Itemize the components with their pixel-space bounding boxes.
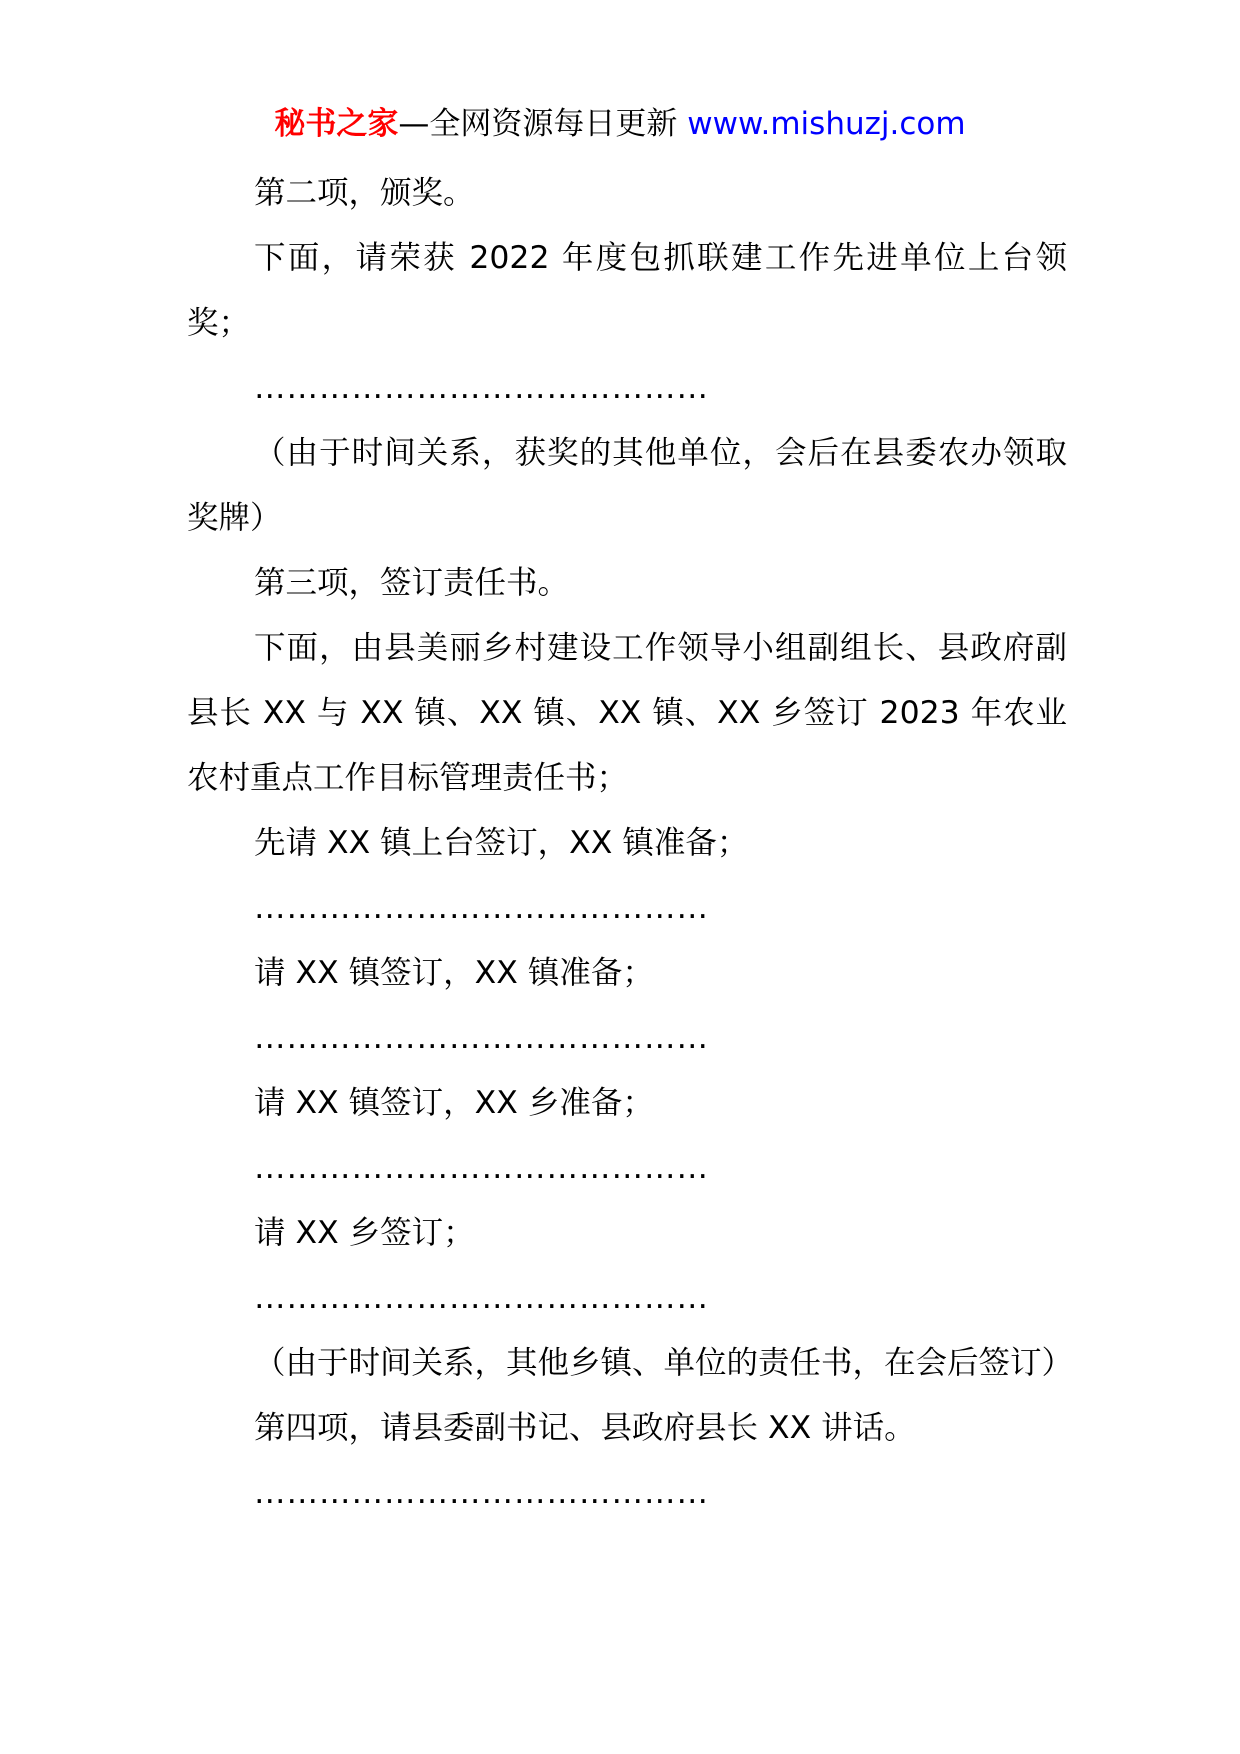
ellipsis-line: …………………………………… xyxy=(254,1280,709,1316)
ellipsis-line: …………………………………… xyxy=(254,1475,709,1511)
paragraph-signing-4: 请 XX 乡签订； xyxy=(254,1215,475,1251)
paragraph-item-4: 第四项，请县委副书记、县政府县长 XX 讲话。 xyxy=(254,1410,916,1446)
ellipsis-line: …………………………………… xyxy=(254,890,709,926)
paragraph-signing-3: 请 XX 镇签订，XX 乡准备； xyxy=(254,1085,654,1121)
ellipsis-line: …………………………………… xyxy=(254,1020,709,1056)
site-header xyxy=(0,102,1240,146)
paragraph-signing-note: （由于时间关系，其他乡镇、单位的责任书，在会后签订） xyxy=(254,1345,1074,1381)
paragraph-item-3: 第三项，签订责任书。 xyxy=(254,565,570,601)
document-body xyxy=(187,161,1074,1526)
header-tagline: —全网资源每日更新 xyxy=(398,106,678,142)
paragraph-signing-1: 先请 XX 镇上台签订，XX 镇准备； xyxy=(254,825,749,861)
paragraph-signing-intro: 下面，由县美丽乡村建设工作领导小组副组长、县政府副县长 XX 与 XX 镇、XX 镇、XX 镇、XX 乡签订 2023 年农业农村重点工作目标管理责任书； xyxy=(187,630,1067,796)
paragraph-award-note: （由于时间关系，获奖的其他单位，会后在县委农办领取奖牌） xyxy=(187,435,1067,536)
ellipsis-line: …………………………………… xyxy=(254,1150,709,1186)
brand-name: 秘书之家 xyxy=(274,106,399,142)
paragraph-award-intro: 下面，请荣获 2022 年度包抓联建工作先进单位上台领奖； xyxy=(187,240,1067,341)
paragraph-item-2: 第二项，颁奖。 xyxy=(254,175,475,211)
site-url-link[interactable]: www.mishuzj.com xyxy=(687,106,966,142)
ellipsis-line: …………………………………… xyxy=(254,370,709,406)
paragraph-signing-2: 请 XX 镇签订，XX 镇准备； xyxy=(254,955,654,991)
